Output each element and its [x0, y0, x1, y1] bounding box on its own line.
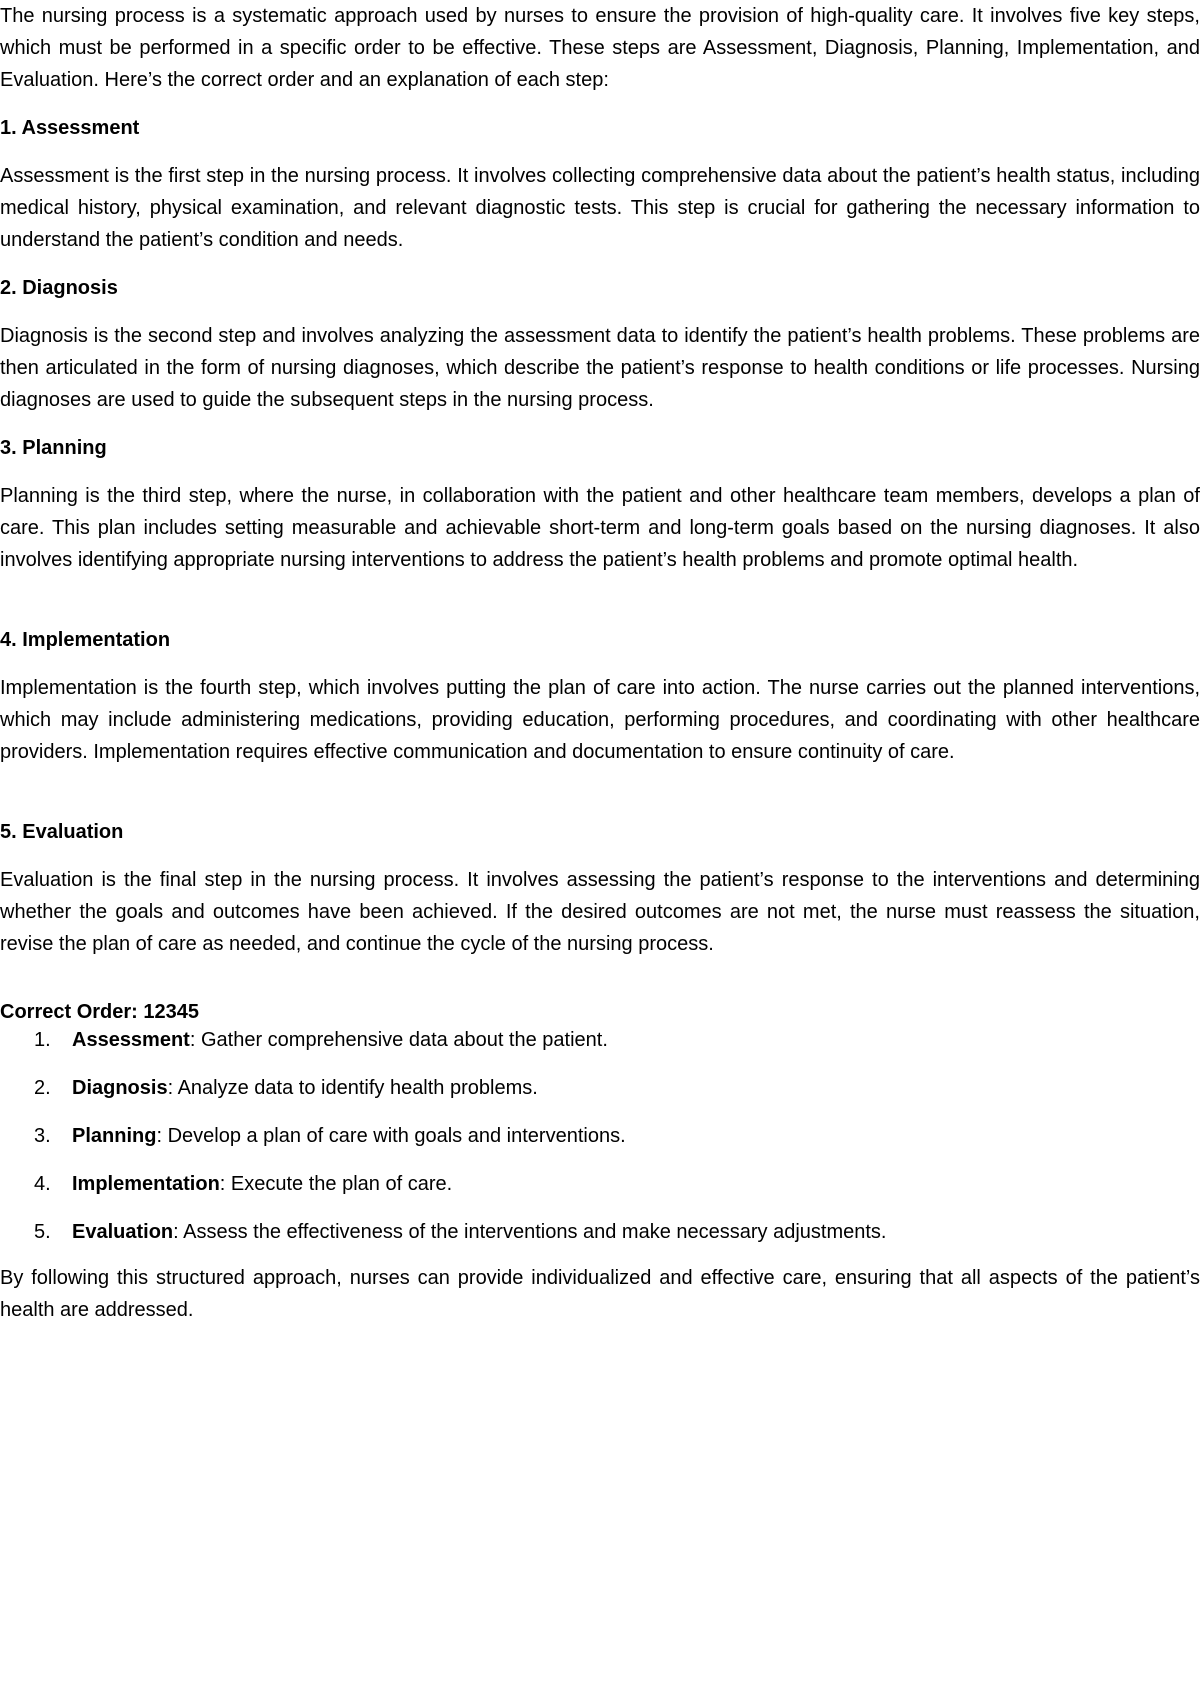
section-heading-assessment: 1. Assessment: [0, 117, 140, 139]
list-item-description: : Develop a plan of care with goals and interventions.: [156, 1125, 626, 1147]
list-item-body: [72, 1072, 538, 1104]
section-heading-implementation: 4. Implementation: [0, 629, 171, 651]
list-item-number: 2.: [34, 1077, 51, 1099]
list-item-number: 4.: [34, 1173, 51, 1195]
correct-order-heading: Correct Order: 12345: [0, 1001, 199, 1023]
list-item-description: : Gather comprehensive data about the patient.: [189, 1029, 608, 1051]
section-text-planning: Planning is the third step, where the nurse, in collaboration with the patient and other healthcare team members, develops a plan of care. This plan includes setting measurable and achievable short-term and long-term goals based on the nursing diagnoses. It also involves identifying appropriate nursing interventions to address the patient’s health problems and promote optimal health.: [0, 485, 1200, 571]
list-item-body: [72, 1216, 887, 1248]
list-item-body: [72, 1168, 452, 1200]
list-item-number: 3.: [34, 1125, 51, 1147]
section-heading-planning: 3. Planning: [0, 437, 107, 459]
section-text-implementation: Implementation is the fourth step, which involves putting the plan of care into action. The nurse carries out the planned interventions, which may include administering medications, providing education, performing procedures, and coordinating with other healthcare providers. Implementation requires effective communication and documentation to ensure continuity of care.: [0, 677, 1200, 763]
list-item-number: 5.: [34, 1221, 51, 1243]
closing-paragraph: By following this structured approach, nurses can provide individualized and effective care, ensuring that all aspects of the patient’s health are addressed.: [0, 1267, 1200, 1321]
list-item-description: : Analyze data to identify health problems.: [167, 1077, 538, 1099]
list-item-body: [72, 1024, 608, 1056]
intro-paragraph: The nursing process is a systematic approach used by nurses to ensure the provision of high-quality care. It involves five key steps, which must be performed in a specific order to be effective. These steps are Assessment, Diagnosis, Planning, Implementation, and Evaluation. Here’s the correct order and an explanation of each step:: [0, 5, 1200, 91]
list-item-term: Assessment: [72, 1029, 190, 1051]
list-item-term: Implementation: [72, 1173, 220, 1195]
section-text-diagnosis: Diagnosis is the second step and involves analyzing the assessment data to identify the patient’s health problems. These problems are then articulated in the form of nursing diagnoses, which describe the patient’s response to health conditions or life processes. Nursing diagnoses are used to guide the subsequent steps in the nursing process.: [0, 325, 1200, 411]
list-item-description: : Execute the plan of care.: [219, 1173, 453, 1195]
section-heading-evaluation: 5. Evaluation: [0, 821, 124, 843]
list-item-term: Diagnosis: [72, 1077, 168, 1099]
list-item-description: : Assess the effectiveness of the interventions and make necessary adjustments.: [173, 1221, 887, 1243]
section-heading-diagnosis: 2. Diagnosis: [0, 277, 118, 299]
list-item-term: Planning: [72, 1125, 157, 1147]
list-item-body: [72, 1120, 626, 1152]
list-item-number: 1.: [34, 1029, 51, 1051]
section-text-assessment: Assessment is the first step in the nursing process. It involves collecting comprehensive data about the patient’s health status, including medical history, physical examination, and relevant diagnostic tests. This step is crucial for gathering the necessary information to understand the patient’s condition and needs.: [0, 165, 1200, 251]
list-item-term: Evaluation: [72, 1221, 174, 1243]
section-text-evaluation: Evaluation is the final step in the nursing process. It involves assessing the patient’s response to the interventions and determining whether the goals and outcomes have been achieved. If the desired outcomes are not met, the nurse must reassess the situation, revise the plan of care as needed, and continue the cycle of the nursing process.: [0, 869, 1200, 955]
